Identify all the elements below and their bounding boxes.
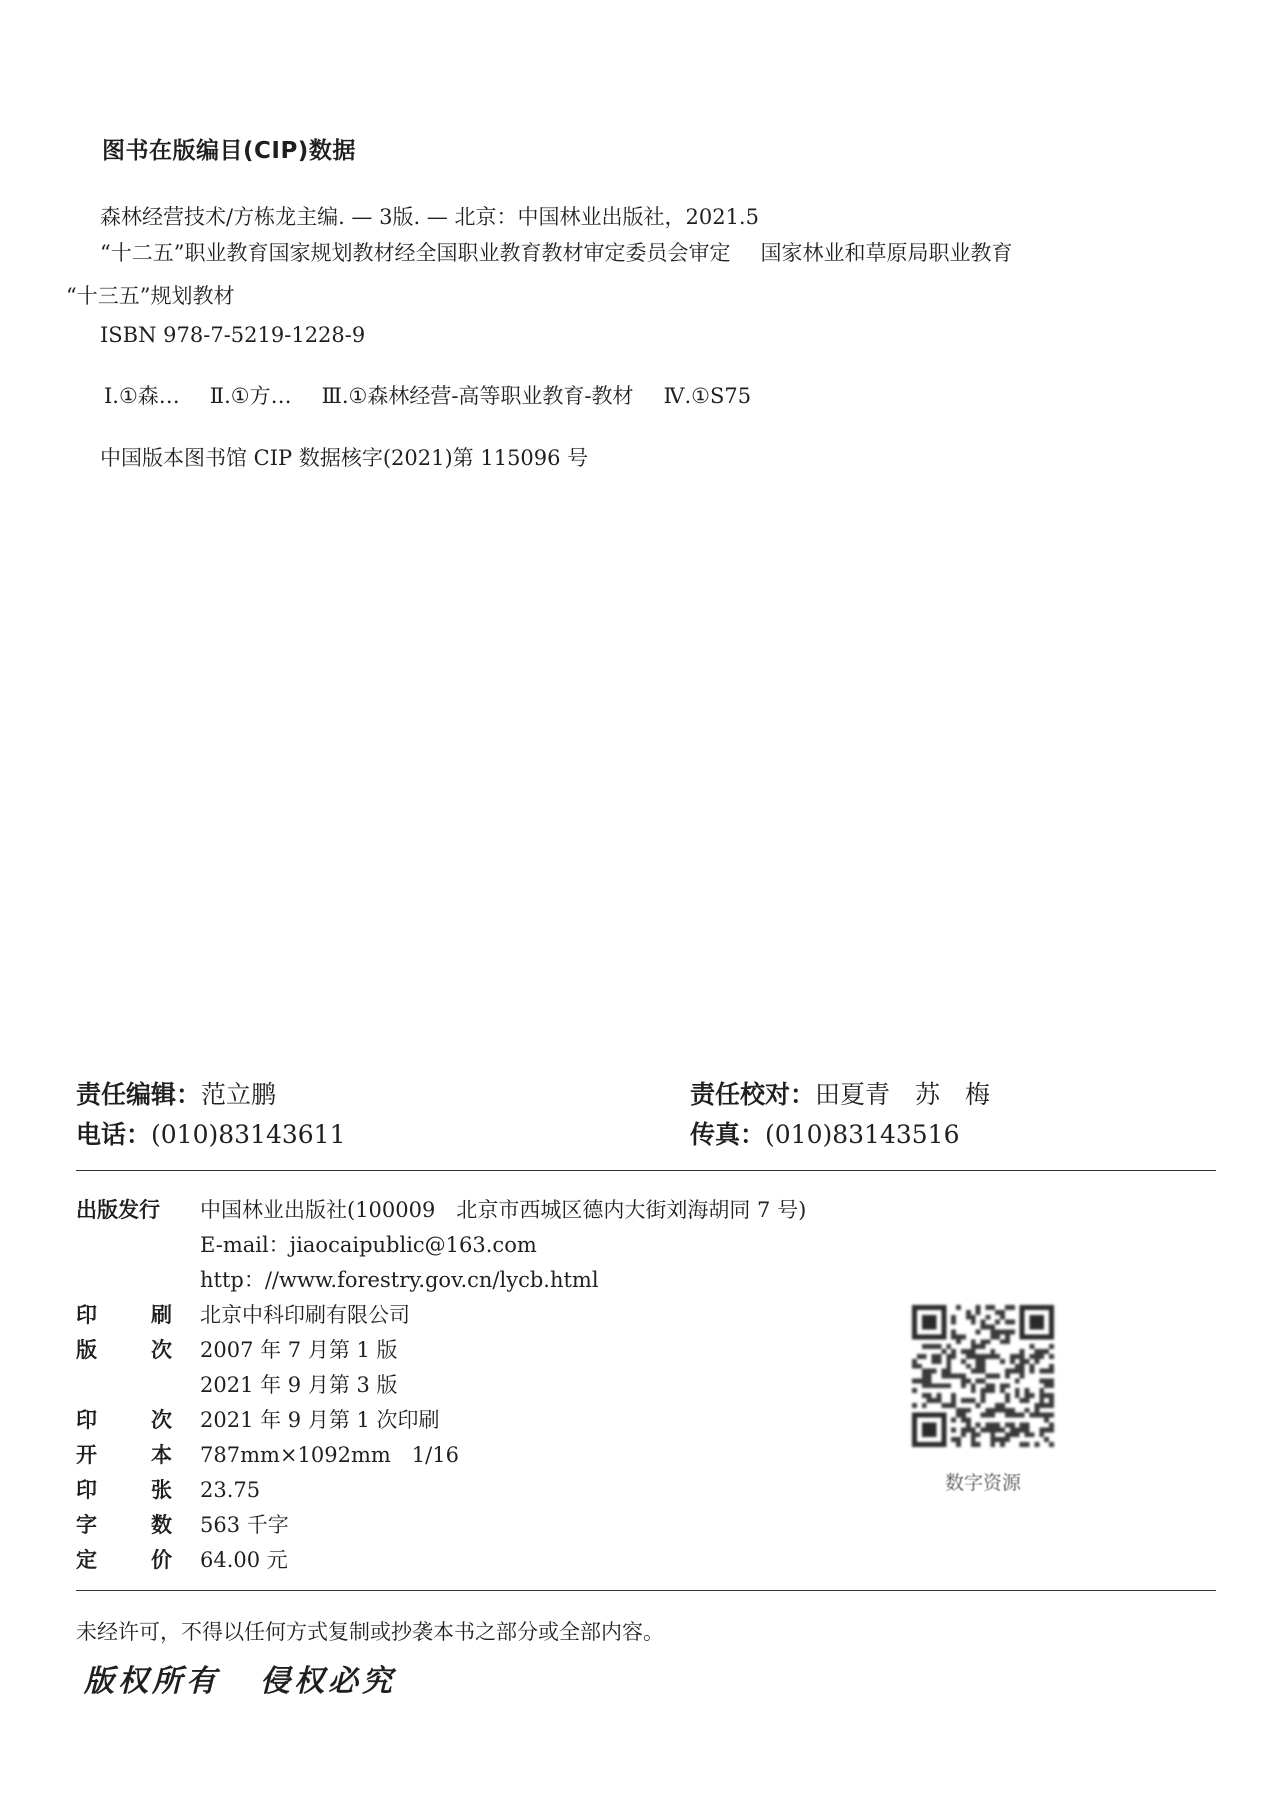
phone-value: (010)83143611 (151, 1120, 346, 1149)
fax-value: (010)83143516 (765, 1120, 960, 1149)
proofreader-label: 责任校对： (690, 1080, 816, 1109)
cip-class-1: Ⅰ.①森… (104, 384, 180, 408)
publication-row (76, 1545, 288, 1575)
publication-value: E-mail：jiaocaipublic@163.com (200, 1233, 537, 1257)
publication-value: 563 千字 (200, 1513, 289, 1537)
cip-series-part2: 国家林业和草原局职业教育 (760, 241, 1013, 265)
publication-row (76, 1335, 398, 1365)
divider-bottom (76, 1590, 1216, 1591)
publication-value: 787mm×1092mm 1/16 (200, 1443, 459, 1467)
editor-value: 范立鹏 (201, 1080, 277, 1109)
publication-label: 字数 (76, 1513, 172, 1537)
publication-label: 印张 (76, 1478, 172, 1502)
rights-reserved-a: 版权所有 (84, 1664, 220, 1699)
fax (690, 1115, 960, 1151)
publication-label: 版次 (76, 1338, 172, 1362)
cip-series-line-2: “十三五”规划教材 (66, 284, 235, 308)
publication-value: 2021 年 9 月第 3 版 (200, 1373, 398, 1397)
publication-row (76, 1475, 260, 1505)
publication-value: http：//www.forestry.gov.cn/lycb.html (200, 1268, 599, 1292)
phone (76, 1115, 346, 1151)
publication-label: 印次 (76, 1408, 172, 1432)
publication-value: 64.00 元 (200, 1548, 288, 1572)
responsible-editor (76, 1075, 276, 1111)
cip-class-4: Ⅳ.①S75 (663, 384, 752, 408)
phone-label: 电话： (76, 1120, 152, 1149)
cip-class-2: Ⅱ.①方… (209, 384, 292, 408)
publication-row (76, 1265, 599, 1295)
cip-series-part1: “十二五”职业教育国家规划教材经全国职业教育教材审定委员会审定 (100, 241, 731, 265)
cip-number: 中国版本图书馆 CIP 数据核字(2021)第 115096 号 (100, 446, 589, 470)
divider-top (76, 1170, 1216, 1171)
cip-classification (104, 380, 751, 410)
rights-reserved-b: 侵权必究 (260, 1664, 396, 1699)
publication-value: 23.75 (200, 1478, 261, 1502)
editor-label: 责任编辑： (76, 1080, 202, 1109)
qr-code (912, 1305, 1054, 1447)
publication-label: 印刷 (76, 1303, 172, 1327)
cip-class-3: Ⅲ.①森林经营-高等职业教育-教材 (321, 384, 634, 408)
publication-value: 2021 年 9 月第 1 次印刷 (200, 1408, 440, 1432)
responsible-proofreader (690, 1075, 990, 1111)
publication-row (76, 1230, 537, 1260)
copyright-notice: 未经许可，不得以任何方式复制或抄袭本书之部分或全部内容。 (76, 1620, 664, 1644)
publication-label: 出版发行 (76, 1198, 160, 1222)
publication-row (76, 1195, 806, 1225)
publication-row (76, 1300, 410, 1330)
publication-value: 中国林业出版社(100009 北京市西城区德内大街刘海胡同 7 号) (200, 1198, 807, 1222)
fax-label: 传真： (690, 1120, 766, 1149)
rights-reserved (84, 1656, 396, 1700)
cip-series-line (100, 237, 1012, 267)
publication-value: 2007 年 7 月第 1 版 (200, 1338, 398, 1362)
publication-value: 北京中科印刷有限公司 (200, 1303, 410, 1327)
cip-title-line: 森林经营技术/方栋龙主编. — 3版. — 北京：中国林业出版社，2021.5 (100, 205, 759, 229)
publication-row (76, 1440, 459, 1470)
publication-row (76, 1510, 289, 1540)
proofreader-value: 田夏青 苏 梅 (815, 1080, 991, 1109)
qr-label: 数字资源 (944, 1472, 1021, 1494)
publication-label: 开本 (76, 1443, 172, 1467)
publication-row (76, 1405, 440, 1435)
publication-label: 定价 (76, 1548, 172, 1572)
cip-heading: 图书在版编目(CIP)数据 (102, 138, 356, 164)
cip-isbn: ISBN 978-7-5219-1228-9 (100, 323, 366, 347)
publication-row (76, 1370, 398, 1400)
